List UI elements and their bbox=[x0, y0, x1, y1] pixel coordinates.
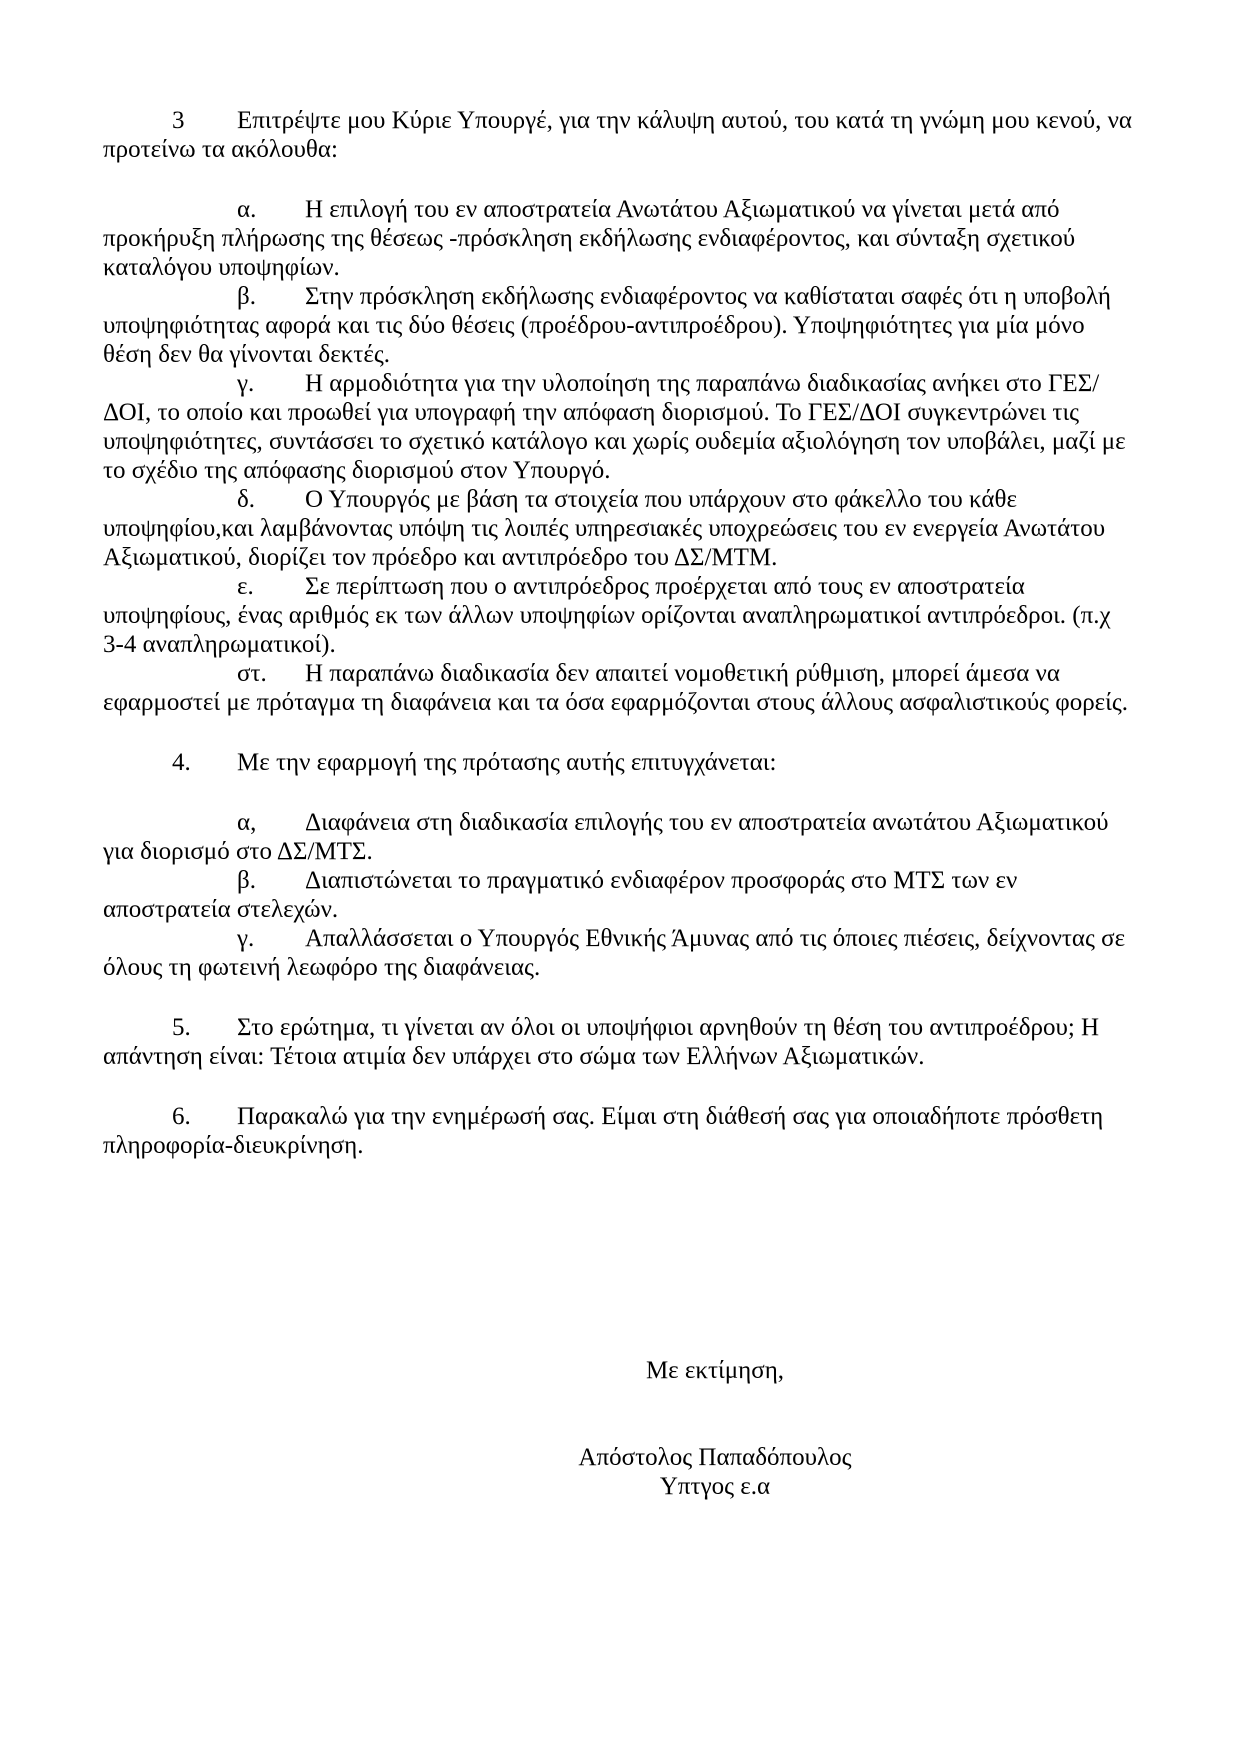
paragraph-text: Σε περίπτωση που ο αντιπρόεδρος προέρχεται από τους εν αποστρατεία υποψηφίους, ένας αριθμός εκ των άλλων υποψηφίων ορίζονται αναπληρωματικοί αντιπρόεδροι. (π.χ 3-4 αναπληρωματικοί). bbox=[103, 573, 1111, 658]
paragraph-text: Απαλλάσσεται ο Υπουργός Εθνικής Άμυνας από τις όποιες πιέσεις, δείχνοντας σε όλους τη φωτεινή λεωφόρο της διαφάνειας. bbox=[103, 925, 1126, 981]
paragraph bbox=[103, 866, 1135, 924]
paragraph-text: Επιτρέψτε μου Κύριε Υπουργέ, για την κάλυψη αυτού, του κατά τη γνώμη μου κενού, να προτείνω τα ακόλουθα: bbox=[103, 107, 1132, 163]
list-marker: ε. bbox=[237, 573, 254, 600]
paragraph bbox=[103, 369, 1135, 485]
paragraph bbox=[103, 572, 1135, 659]
paragraph-text: Στο ερώτημα, τι γίνεται αν όλοι οι υποψήφιοι αρνηθούν τη θέση του αντιπροέδρου; Η απάντηση είναι: Τέτοια ατιμία δεν υπάρχει στο σώμα των Ελλήνων Αξιωματικών. bbox=[103, 1014, 1100, 1070]
paragraph bbox=[103, 748, 1135, 777]
list-marker: γ. bbox=[237, 370, 255, 397]
list-marker: α. bbox=[237, 196, 257, 223]
signature-name: Απόστολος Παπαδόπουλος bbox=[578, 1444, 852, 1471]
closing-salutation: Με εκτίμηση, bbox=[645, 1357, 785, 1384]
paragraph bbox=[103, 659, 1135, 717]
paragraph bbox=[103, 808, 1135, 866]
paragraph-text: Με την εφαρμογή της πρότασης αυτής επιτυγχάνεται: bbox=[237, 749, 777, 776]
list-marker: β. bbox=[237, 867, 256, 894]
paragraph-text: Η αρμοδιότητα για την υλοποίηση της παραπάνω διαδικασίας ανήκει στο ΓΕΣ/ΔΟΙ, το οποίο και προωθεί για υπογραφή την απόφαση διορισμού. Το ΓΕΣ/ΔΟΙ συγκεντρώνει τις υποψηφιότητες, συντάσσει το σχετικό κατάλογο και χωρίς ουδεμία αξιολόγηση τον υποβάλει, μαζί με το σχέδιο της απόφασης διορισμού στον Υπουργό. bbox=[103, 370, 1126, 484]
list-marker: 5. bbox=[172, 1014, 191, 1041]
paragraph-text: Διαφάνεια στη διαδικασία επιλογής του εν αποστρατεία ανωτάτου Αξιωματικού για διορισμό στο ΔΣ/ΜΤΣ. bbox=[103, 809, 1109, 865]
list-marker: α, bbox=[237, 809, 257, 836]
paragraph-text: Παρακαλώ για την ενημέρωσή σας. Είμαι στη διάθεσή σας για οποιαδήποτε πρόσθετη πληροφορία-διευκρίνηση. bbox=[103, 1103, 1104, 1159]
paragraph bbox=[103, 924, 1135, 982]
list-marker: 4. bbox=[172, 749, 191, 776]
paragraph-text: Ο Υπουργός με βάση τα στοιχεία που υπάρχουν στο φάκελλο του κάθε υποψηφίου,και λαμβάνοντας υπόψη τις λοιπές υπηρεσιακές υποχρεώσεις του εν ενεργεία Ανωτάτου Αξιωματικού, διορίζει τον πρόεδρο και αντιπρόεδρο του ΔΣ/ΜΤΜ. bbox=[103, 486, 1106, 571]
paragraph bbox=[103, 282, 1135, 369]
paragraph-text: Η επιλογή του εν αποστρατεία Ανωτάτου Αξιωματικού να γίνεται μετά από προκήρυξη πλήρωσης της θέσεως -πρόσκληση εκδήλωσης ενδιαφέροντος, και σύνταξη σχετικού καταλόγου υποψηφίων. bbox=[103, 196, 1076, 281]
paragraph-text: Διαπιστώνεται το πραγματικό ενδιαφέρον προσφοράς στο ΜΤΣ των εν αποστρατεία στελεχών. bbox=[103, 867, 1018, 923]
list-marker: 6. bbox=[172, 1103, 191, 1130]
paragraph bbox=[103, 106, 1135, 164]
list-marker: γ. bbox=[237, 925, 255, 952]
paragraph bbox=[103, 1102, 1135, 1160]
paragraph-text: Στην πρόσκληση εκδήλωσης ενδιαφέροντος να καθίσταται σαφές ότι η υποβολή υποψηφιότητας αφορά και τις δύο θέσεις (προέδρου-αντιπροέδρου). Υποψηφιότητες για μία μόνο θέση δεν θα γίνονται δεκτές. bbox=[103, 283, 1111, 368]
signature-rank: Υπτγος ε.α bbox=[659, 1473, 771, 1500]
list-marker: δ. bbox=[237, 486, 256, 513]
paragraph bbox=[103, 1013, 1135, 1071]
document-body bbox=[103, 106, 1135, 1160]
list-marker: στ. bbox=[237, 660, 267, 687]
paragraph bbox=[103, 485, 1135, 572]
list-marker: 3 bbox=[172, 107, 185, 134]
list-marker: β. bbox=[237, 283, 256, 310]
signature-block bbox=[480, 1443, 950, 1501]
paragraph-text: Η παραπάνω διαδικασία δεν απαιτεί νομοθετική ρύθμιση, μπορεί άμεσα να εφαρμοστεί με πρόταγμα τη διαφάνεια και τα όσα εφαρμόζονται στους άλλους ασφαλιστικούς φορείς. bbox=[103, 660, 1129, 716]
paragraph bbox=[103, 195, 1135, 282]
